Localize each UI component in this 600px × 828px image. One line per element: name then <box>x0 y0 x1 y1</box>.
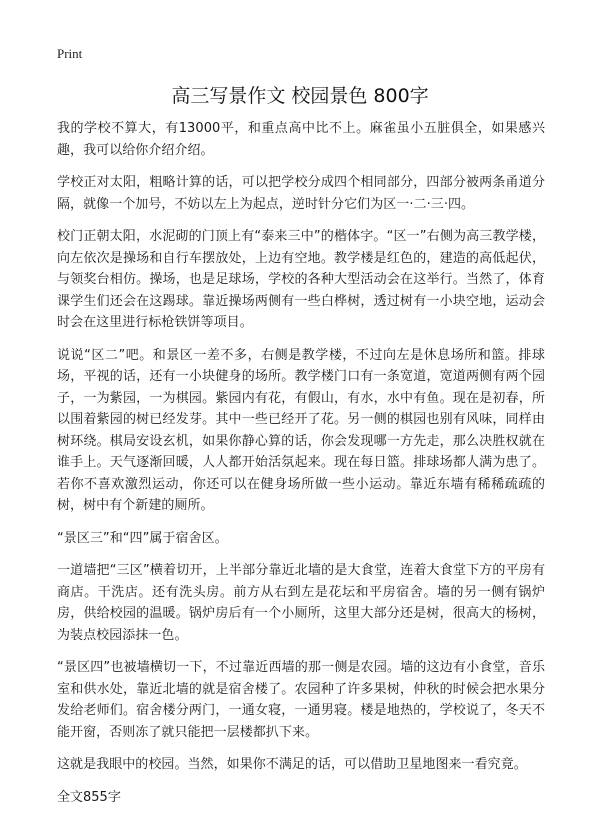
print-link[interactable]: Print <box>57 46 83 61</box>
article-body <box>57 118 545 808</box>
paragraph-zone-two: 说说“区二”吧。和景区一差不多，右侧是教学楼，不过向左是休息场所和篮。排球场，平视的话，还有一小块健身的场所。教学楼门口有一条宽道，宽道两侧有两个园子，一为紫园，一为棋园。紫园内有花，有假山，有水，水中有鱼。现在是初春，所以围着紫园的树已经发芽。其中一些已经开了花。另一侧的棋园也别有风味，同样由树环绕。棋局安设玄机，如果你静心算的话，你会发现哪一方先走，那么决胜权就在谁手上。天气逐渐回暖，人人都开始活氛起来。现在每日篮。排球场都人满为患了。若你不喜欢激烈运动，你还可以在健身场所做一些小运动。靠近东墙有稀稀疏疏的树，树中有个新建的厕所。 <box>57 347 545 513</box>
paragraph-zone-four: “景区四”也被墙横切一下，不过靠近西墙的那一侧是农园。墙的这边有小食堂，音乐室和供水处，靠近北墙的就是宿舍楼了。农园种了许多果树，仲秋的时候会把水果分发给老师们。宿舍楼分两门，一通女寝，一通男寝。楼是地热的，学校说了，冬天不能开窗，否则冻了就只能把一层楼都扒下来。 <box>57 660 545 740</box>
paragraph-dorm-area: “景区三”和“四”属于宿舍区。 <box>57 530 228 546</box>
article-title: 高三写景作文 校园景色 800字 <box>171 85 429 107</box>
paragraph-conclusion: 这就是我眼中的校园。当然，如果你不满足的话，可以借助卫星地图来一看究竟。 <box>57 757 527 772</box>
paragraph-layout: 学校正对太阳，粗略计算的话，可以把学校分成四个相同部分，四部分被两条甬道分隔，就像一个加号，不妨以左上为起点，逆时针分它们为区一·二·三·四。 <box>57 175 545 212</box>
paragraph-zone-three: 一道墙把“三区”横着切开，上半部分靠近北墙的是大食堂，连着大食堂下方的平房有商店。干洗店。还有洗头房。前方从右到左是花坛和平房宿舍。墙的另一侧有锅炉房，供给校园的温暖。锅炉房后有一个小厕所，这里大部分还是树，很高大的杨树，为装点校园添抹一色。 <box>57 563 545 643</box>
paragraph-zone-one: 校门正朝太阳，水泥砌的门顶上有“泰来三中”的楷体字。“区一”右侧为高三教学楼，向左依次是操场和自行车摆放处，上边有空地。教学楼是红色的，建造的高低起伏，与领奖台相仿。操场，也是足球场，学校的各种大型活动会在这举行。当然了，体育课学生们还会在这踢球。靠近操场两侧有一些白桦树，透过树有一小块空地，运动会时会在这里进行标枪铁饼等项目。 <box>57 229 545 330</box>
paragraph-intro: 我的学校不算大，有13000平，和重点高中比不上。麻雀虽小五脏俱全，如果感兴趣，我可以给你介绍介绍。 <box>57 121 545 158</box>
word-count: 全文855字 <box>57 789 121 805</box>
